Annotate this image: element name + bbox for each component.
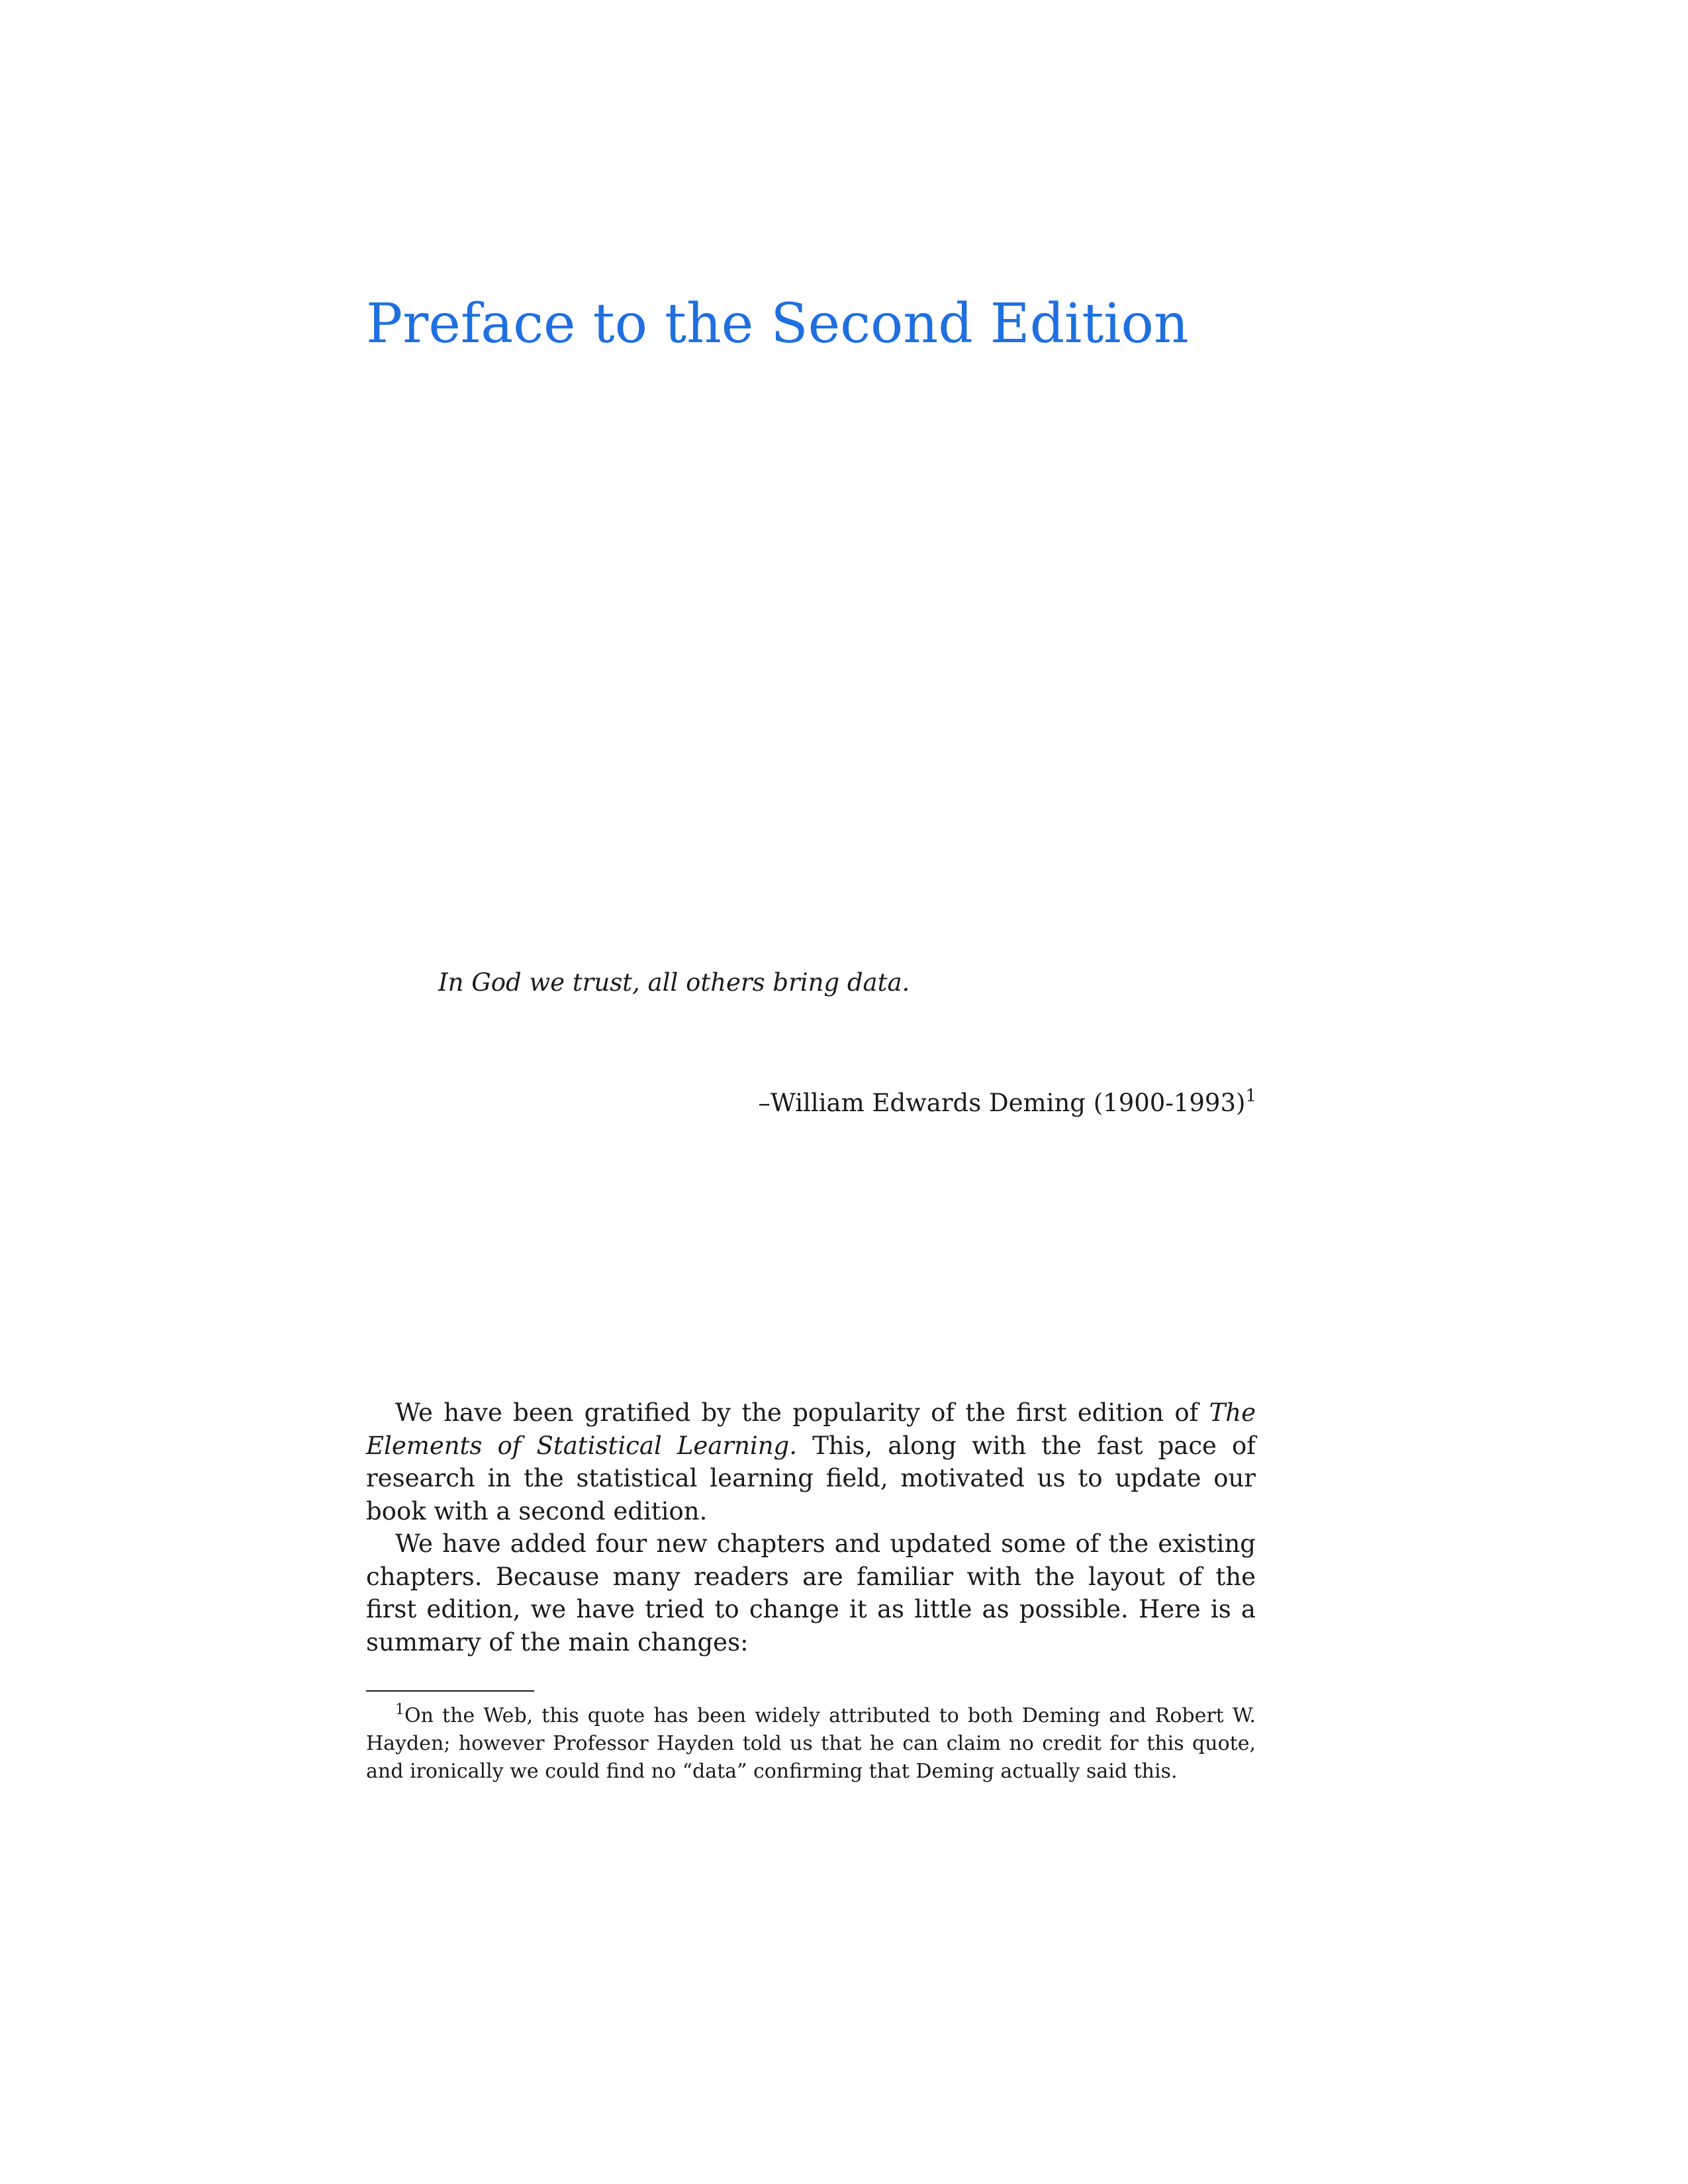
paragraph-1-text-end: This, along with the fast pace of research in the statistical learning field, motivated us to update our book with a second edition. [366, 1431, 1256, 1525]
epigraph-attribution-line [758, 1087, 1256, 1120]
footnote-rule [366, 1690, 534, 1692]
chapter-title: Preface to the Second Edition [366, 293, 1189, 355]
paragraph-2: We have added four new chapters and updated some of the existing chapters. Because many readers are familiar with the layout of the first edition, we have tried to change it as little as possible. Here is a summary of the main changes: [366, 1529, 1256, 1657]
body-text [366, 1396, 1256, 1659]
paragraph-1-text-start: We have been gratified by the popularity of the first edition of [395, 1398, 1209, 1427]
book-title: The Elements of Statistical Learning. [366, 1398, 1256, 1460]
footnote-text: On the Web, this quote has been widely attributed to both Deming and Robert W. Hayden; however Professor Hayden told us that he can claim no credit for this quote, and ironically we could find no “data” confirming that Deming actually said this. [366, 1704, 1256, 1783]
footnote-marker: 1 [395, 1702, 404, 1718]
epigraph-quote: In God we trust, all others bring data. [438, 968, 910, 997]
footnote-reference: 1 [1245, 1086, 1256, 1106]
footnote [366, 1702, 1256, 1786]
paragraph-1 [366, 1396, 1256, 1527]
epigraph-attribution: –William Edwards Deming (1900-1993) [758, 1089, 1246, 1117]
